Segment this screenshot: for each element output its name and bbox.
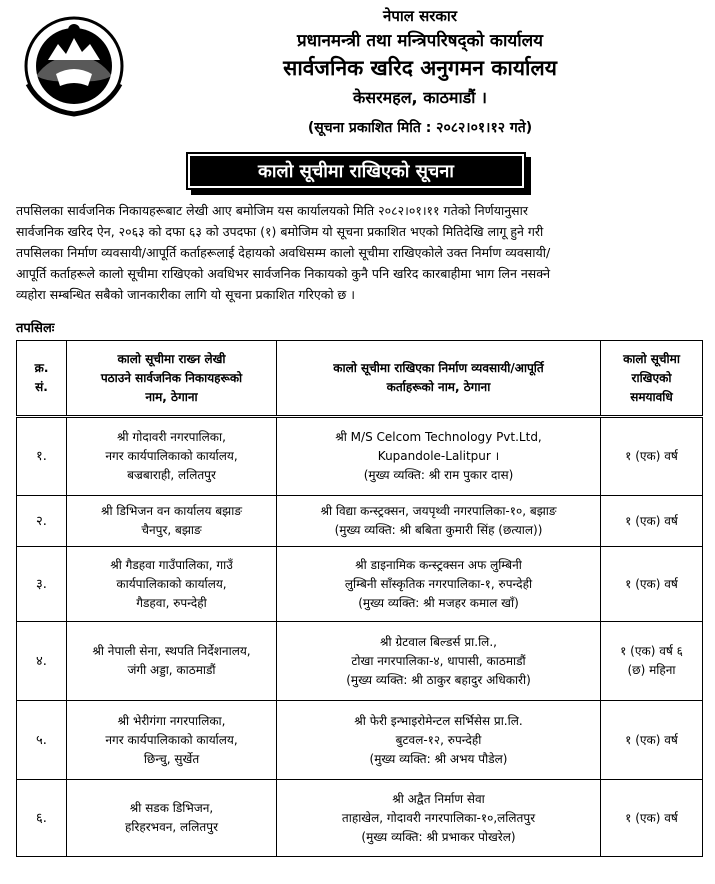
row-contractor: श्री अद्वैत निर्माण सेवा ताहाखेल, गोदावरी नगरपालिका-१०,ललितपुर (मुख्य व्यक्ति: श्री प्रभाकर पोखरेल) [277, 780, 601, 857]
row-contractor: श्री ग्रेटवाल बिल्डर्स प्रा.लि., टोखा नगरपालिका-४, धापासी, काठमाडौं (मुख्य व्यक्ति: श्री ठाकुर बहादुर अधिकारी) [277, 622, 601, 701]
row-contractor: श्री विद्या कन्स्ट्रक्सन, जयपृथ्वी नगरपालिका-१०, बझाङ (मुख्य व्यक्ति: श्री बबिता कुमारी सिंह (छत्याल)) [277, 496, 601, 547]
details-label: तपसिलः [16, 321, 55, 336]
row-serial: ६. [17, 780, 67, 857]
row-serial: ५. [17, 701, 67, 780]
header-serial: क्र. सं. [17, 341, 67, 417]
office-location: केसरमहल, काठमाडौं । [353, 88, 487, 107]
notice-body [16, 200, 704, 305]
row-serial: ४. [17, 622, 67, 701]
row-contractor: श्री डाइनामिक कन्स्ट्रक्सन अफ लुम्बिनी लुम्बिनी साँस्कृतिक नगरपालिका-१, रुपन्देही (मुख्य व्यक्ति: श्री मजहर कमाल खाँ) [277, 547, 601, 622]
table-row [17, 780, 703, 857]
row-contractor: श्री M/S Celcom Technology Pvt.Ltd, Kupandole-Lalitpur । (मुख्य व्यक्ति: श्री राम पुकार दास) [277, 417, 601, 496]
table-row [17, 701, 703, 780]
row-period: १ (एक) वर्ष [601, 496, 703, 547]
row-period: १ (एक) वर्ष ६ (छ) महिना [601, 622, 703, 701]
notice-banner [186, 152, 526, 190]
body-line: आपूर्ति कर्ताहरूले कालो सूचीमा राखिएको अवधिभर सार्वजनिक निकायको कुनै पनि खरिद कारबाहीमा भाग लिन नसक्ने [16, 266, 551, 281]
header-contractor: कालो सूचीमा राखिएका निर्माण व्यवसायी/आपूर्ति कर्ताहरूको नाम, ठेगाना [277, 341, 601, 417]
row-serial: १. [17, 417, 67, 496]
row-entity: श्री गोदावरी नगरपालिका, नगर कार्यपालिकाको कार्यालय, बज्रबाराही, ललितपुर [67, 417, 277, 496]
header-entity: कालो सूचीमा राख्न लेखी पठाउने सार्वजनिक निकायहरूको नाम, ठेगाना [67, 341, 277, 417]
row-entity: श्री गैडहवा गाउँपालिका, गाउँ कार्यपालिकाको कार्यालय, गैडहवा, रुपन्देही [67, 547, 277, 622]
row-entity: श्री सडक डिभिजन, हरिहरभवन, ललितपुर [67, 780, 277, 857]
table-row [17, 622, 703, 701]
row-entity: श्री भेरीगंगा नगरपालिका, नगर कार्यपालिकाको कार्यालय, छिन्चु, सुर्खेत [67, 701, 277, 780]
table-row [17, 496, 703, 547]
body-line: सार्वजनिक खरिद ऐन, २०६३ को दफा ६३ को उपदफा (१) बमोजिम यो सूचना प्रकाशित भएको मितिदेखि लागू हुने गरी [16, 224, 544, 239]
office-name: प्रधानमन्त्री तथा मन्त्रिपरिषद्को कार्यालय [296, 31, 544, 51]
notice-title: कालो सूचीमा राखिएको सूचना [190, 156, 522, 186]
row-serial: २. [17, 496, 67, 547]
government-name: नेपाल सरकार [383, 7, 457, 25]
row-serial: ३. [17, 547, 67, 622]
row-period: १ (एक) वर्ष [601, 701, 703, 780]
published-date: (सूचना प्रकाशित मिति : २०८२।०१।१२ गते) [307, 120, 533, 136]
row-period: १ (एक) वर्ष [601, 417, 703, 496]
row-entity: श्री नेपाली सेना, स्थपति निर्देशनालय, जंगी अड्डा, काठमाडौं [67, 622, 277, 701]
row-period: १ (एक) वर्ष [601, 780, 703, 857]
table-header-row [17, 341, 703, 417]
body-line: तपसिलका निर्माण व्यवसायी/आपूर्ति कर्ताहरूलाई देहायको अवधिसम्म कालो सूचीमा राखिएकोले उक्त निर्माण व्यवसायी/ [16, 245, 551, 260]
row-entity: श्री डिभिजन वन कार्यालय बझाङ चैनपुर, बझाङ [67, 496, 277, 547]
table-row [17, 417, 703, 496]
row-period: १ (एक) वर्ष [601, 547, 703, 622]
nepal-government-emblem-icon [22, 14, 126, 118]
row-contractor: श्री फेरी इन्भाइरोमेन्टल सर्भिसेस प्रा.लि. बुटवल-१२, रुपन्देही (मुख्य व्यक्ति: श्री अभय पौडेल) [277, 701, 601, 780]
body-line: तपसिलका सार्वजनिक निकायहरूबाट लेखी आए बमोजिम यस कार्यालयको मिति २०८२।०१।११ गतेको निर्णयानुसार [16, 203, 528, 218]
blacklist-table [16, 340, 703, 857]
header-period: कालो सूचीमा राखिएको समयावधि [601, 341, 703, 417]
body-line: व्यहोरा सम्बन्धित सबैको जानकारीका लागि यो सूचना प्रकाशित गरिएको छ । [16, 287, 356, 302]
table-row [17, 547, 703, 622]
department-name: सार्वजनिक खरिद अनुगमन कार्यालय [283, 56, 557, 80]
